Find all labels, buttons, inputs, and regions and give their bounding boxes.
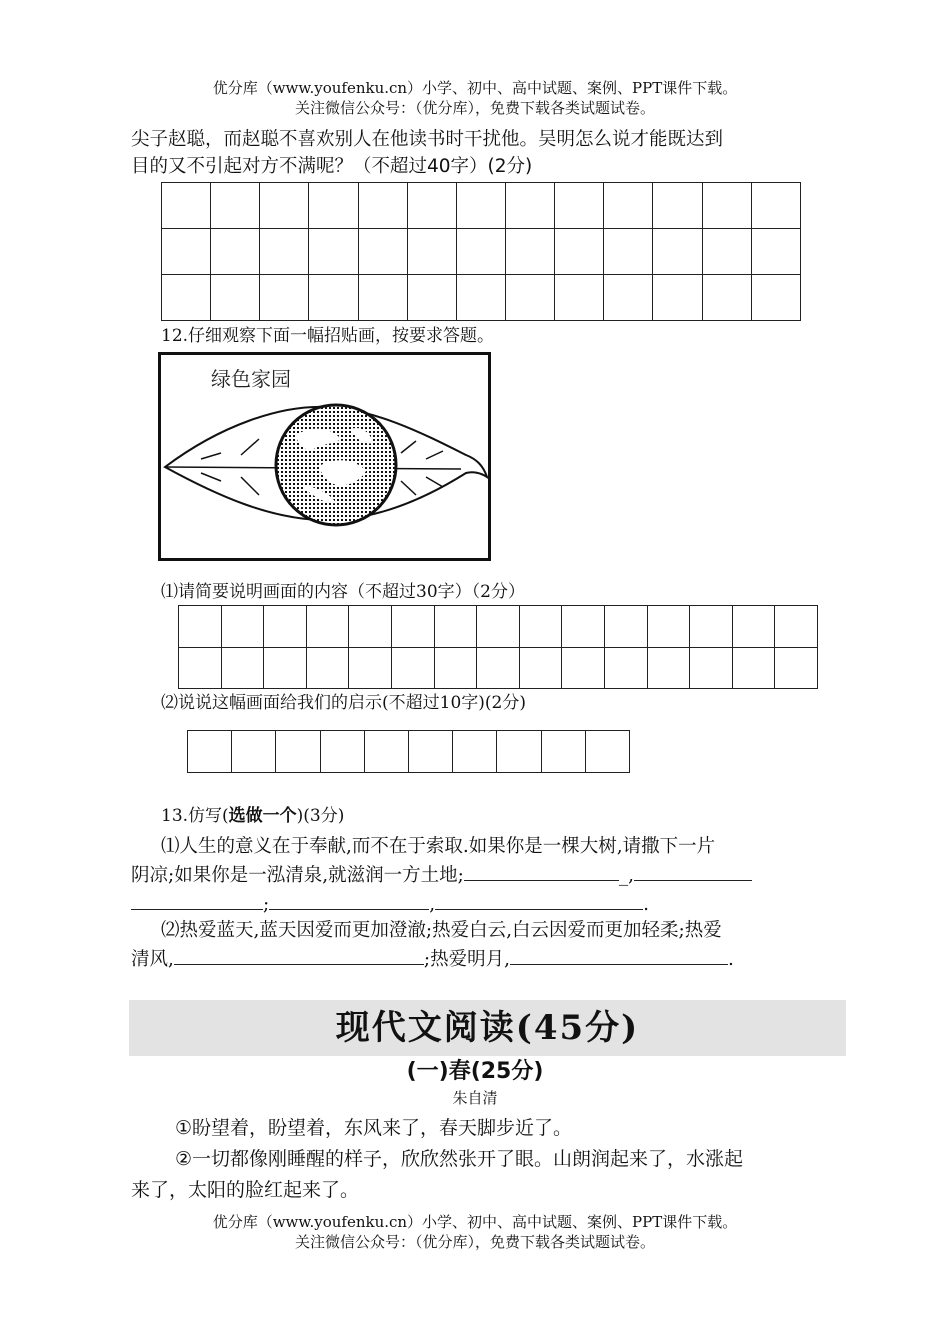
grid-cell[interactable]: [647, 606, 690, 648]
grid-cell[interactable]: [505, 275, 554, 321]
grid-cell[interactable]: [653, 229, 702, 275]
grid-cell[interactable]: [407, 183, 456, 229]
grid-cell[interactable]: [260, 275, 309, 321]
grid-cell[interactable]: [260, 229, 309, 275]
blank-7[interactable]: [510, 946, 728, 965]
grid-cell[interactable]: [179, 606, 222, 648]
q13-p2-line-1: ⑵热爱蓝天,蓝天因爱而更加澄澈;热爱白云,白云因爱而更加轻柔;热爱: [161, 920, 722, 941]
footer-line-1: 优分库（www.youfenku.cn）小学、初中、高中试题、案例、PPT课件下载。: [212, 1213, 738, 1231]
q13-p1-sep-1: _,: [618, 865, 634, 886]
grid-cell[interactable]: [276, 731, 320, 773]
grid-cell[interactable]: [604, 183, 653, 229]
grid-cell[interactable]: [309, 275, 358, 321]
passage-p2-line-2: 来了，太阳的脸红起来了。: [131, 1179, 360, 1201]
grid-cell[interactable]: [732, 606, 775, 648]
blank-2[interactable]: [634, 862, 752, 881]
grid-cell[interactable]: [260, 183, 309, 229]
grid-cell[interactable]: [604, 275, 653, 321]
grid-cell[interactable]: [434, 647, 477, 689]
grid-cell[interactable]: [264, 606, 307, 648]
q12-sub2: ⑵说说这幅画面给我们的启示(不超过10字)(2分): [161, 693, 526, 713]
grid-cell[interactable]: [211, 275, 260, 321]
q13-stem-bold: 选做一个: [228, 806, 297, 826]
header-line-2: 关注微信公众号：（优分库），免费下载各类试题试卷。: [294, 99, 655, 117]
grid-cell[interactable]: [309, 183, 358, 229]
grid-cell[interactable]: [456, 183, 505, 229]
q13-p2-a: 清风,: [131, 949, 174, 970]
passage-p2-line-1: ②一切都像刚睡醒的样子，欣欣然张开了眼。山朗润起来了，水涨起: [175, 1148, 744, 1170]
grid-cell[interactable]: [211, 183, 260, 229]
grid-cell[interactable]: [519, 647, 562, 689]
grid-cell[interactable]: [211, 229, 260, 275]
grid-cell[interactable]: [562, 606, 605, 648]
q13-p1-sep-3: ,: [429, 894, 436, 915]
answer-grid-q12-2[interactable]: [187, 730, 630, 773]
grid-cell[interactable]: [555, 275, 604, 321]
q13-p1-line-2: [131, 861, 851, 890]
grid-cell[interactable]: [306, 606, 349, 648]
grid-cell[interactable]: [732, 647, 775, 689]
grid-cell[interactable]: [585, 731, 629, 773]
q13-p1-end: .: [643, 894, 650, 915]
grid-cell[interactable]: [604, 647, 647, 689]
grid-cell[interactable]: [391, 647, 434, 689]
grid-cell[interactable]: [221, 606, 264, 648]
q13-p1-line-3: [131, 890, 851, 919]
blank-1[interactable]: [464, 862, 619, 881]
answer-grid-q11[interactable]: [161, 182, 801, 321]
grid-cell[interactable]: [702, 275, 751, 321]
grid-cell[interactable]: [604, 606, 647, 648]
grid-cell[interactable]: [477, 606, 520, 648]
blank-3[interactable]: [131, 891, 263, 910]
header-line-1: 优分库（www.youfenku.cn）小学、初中、高中试题、案例、PPT课件下载。: [212, 79, 738, 97]
grid-cell[interactable]: [505, 183, 554, 229]
q13-p1-line-1: ⑴人生的意义在于奉献,而不在于索取.如果你是一棵大树,请撒下一片: [161, 836, 716, 857]
grid-cell[interactable]: [349, 606, 392, 648]
q11-line-2: 目的又不引起对方不满呢？（不超过40字）(2分): [131, 156, 533, 177]
grid-cell[interactable]: [647, 647, 690, 689]
grid-cell[interactable]: [751, 229, 800, 275]
grid-cell[interactable]: [775, 647, 818, 689]
blank-5[interactable]: [435, 891, 643, 910]
q13-p2-line-2: [131, 945, 851, 974]
q12-sub1: ⑴请简要说明画面的内容（不超过30字）（2分）: [161, 582, 525, 602]
grid-cell[interactable]: [264, 647, 307, 689]
grid-cell[interactable]: [434, 606, 477, 648]
grid-cell[interactable]: [555, 183, 604, 229]
q13-stem-suffix: )(3分): [296, 806, 345, 826]
grid-cell[interactable]: [232, 731, 276, 773]
grid-cell[interactable]: [358, 229, 407, 275]
grid-cell[interactable]: [653, 183, 702, 229]
blank-6[interactable]: [174, 946, 424, 965]
grid-cell[interactable]: [188, 731, 232, 773]
grid-cell[interactable]: [555, 229, 604, 275]
grid-cell[interactable]: [162, 275, 211, 321]
grid-cell[interactable]: [702, 183, 751, 229]
grid-cell[interactable]: [775, 606, 818, 648]
q13-stem-prefix: 13.仿写(: [161, 806, 229, 826]
passage: [131, 1113, 851, 1206]
grid-cell[interactable]: [407, 275, 456, 321]
poster-image: [158, 352, 491, 561]
q13-part-2: [131, 916, 851, 974]
grid-cell[interactable]: [604, 229, 653, 275]
grid-cell[interactable]: [179, 647, 222, 689]
grid-cell[interactable]: [358, 183, 407, 229]
grid-cell[interactable]: [306, 647, 349, 689]
leaf-globe-illustration: [161, 355, 488, 558]
page-footer: [0, 1212, 950, 1252]
q13-p1-line-2-text: 阴凉;如果你是一泓清泉,就滋润一方土地;: [131, 865, 464, 886]
grid-cell[interactable]: [309, 229, 358, 275]
q11-line-1: 尖子赵聪，而赵聪不喜欢别人在他读书时干扰他。吴明怎么说才能既达到: [131, 129, 724, 150]
grid-cell[interactable]: [653, 275, 702, 321]
page-header: [0, 78, 950, 118]
grid-cell[interactable]: [221, 647, 264, 689]
q13-p2-b: ;热爱明月,: [423, 949, 511, 970]
grid-cell[interactable]: [497, 731, 541, 773]
grid-cell[interactable]: [456, 275, 505, 321]
q13-part-1: [131, 832, 851, 919]
grid-cell[interactable]: [562, 647, 605, 689]
question-13-stem: [161, 804, 344, 828]
grid-cell[interactable]: [519, 606, 562, 648]
poster-title: 绿色家园: [211, 367, 291, 391]
footer-line-2: 关注微信公众号：（优分库），免费下载各类试题试卷。: [294, 1233, 655, 1251]
q13-p1-sep-2: ;: [263, 894, 270, 915]
question-11-text: [131, 126, 851, 180]
answer-grid-q12-1[interactable]: [178, 605, 818, 689]
grid-cell[interactable]: [690, 647, 733, 689]
grid-cell[interactable]: [690, 606, 733, 648]
grid-cell[interactable]: [349, 647, 392, 689]
section-title: 现代文阅读(45分): [335, 1008, 640, 1048]
grid-cell[interactable]: [162, 183, 211, 229]
grid-cell[interactable]: [453, 731, 497, 773]
grid-cell[interactable]: [408, 731, 452, 773]
grid-cell[interactable]: [751, 183, 800, 229]
grid-cell[interactable]: [702, 229, 751, 275]
grid-cell[interactable]: [477, 647, 520, 689]
section-banner: [129, 1000, 846, 1056]
section-subtitle: (一)春(25分): [406, 1059, 544, 1084]
grid-cell[interactable]: [391, 606, 434, 648]
grid-cell[interactable]: [505, 229, 554, 275]
passage-p1: ①盼望着，盼望着，东风来了，春天脚步近了。: [175, 1117, 573, 1139]
question-12-stem: 12.仔细观察下面一幅招贴画，按要求答题。: [161, 326, 495, 346]
grid-cell[interactable]: [320, 731, 364, 773]
grid-cell[interactable]: [751, 275, 800, 321]
grid-cell[interactable]: [407, 229, 456, 275]
grid-cell[interactable]: [364, 731, 408, 773]
grid-cell[interactable]: [162, 229, 211, 275]
grid-cell[interactable]: [456, 229, 505, 275]
grid-cell[interactable]: [541, 731, 585, 773]
author: 朱自清: [452, 1089, 498, 1107]
blank-4[interactable]: [269, 891, 429, 910]
q13-p2-end: .: [728, 949, 734, 970]
grid-cell[interactable]: [358, 275, 407, 321]
